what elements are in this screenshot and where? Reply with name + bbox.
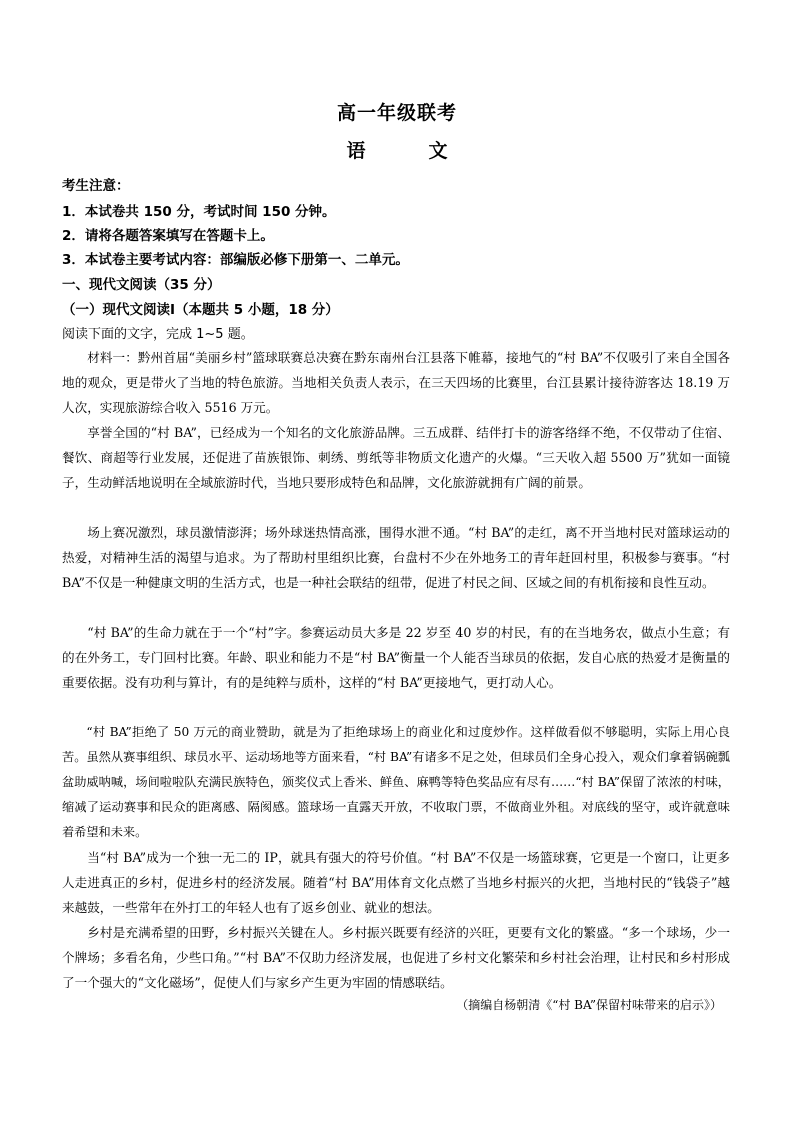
passage-paragraph: “村 BA”拒绝了 50 万元的商业赞助，就是为了拒绝球场上的商业化和过度炒作。这样做看似不够聪明，实际上用心良苦。虽然从赛事组织、球员水平、运动场地等方面来看，“村 BA”有诸多不足之处，但球员们全身心投入，观众们拿着锅碗瓢盆助威呐喊，场间啦啦队充满民族特色，颁奖仪式上香米、鲜鱼、麻鸭等特色奖品应有尽有……“村 BA”保留了浓浓的村味，缩减了运动赛事和民众的距离感、隔阂感。篮球场一直露天开放，不收取门票，不做商业外租。对底线的坚守，或许就意味着希望和未来。 <box>62 725 730 839</box>
section-subtitle: （一）现代文阅读Ⅰ（本题共 5 小题，18 分） <box>62 302 339 318</box>
subject-title: 语 文 <box>346 140 470 162</box>
passage-paragraph: 乡村是充满希望的田野，乡村振兴关键在人。乡村振兴既要有经济的兴旺，更要有文化的繁盛。“多一个球场，少一个牌场；多看名角，少些口角。”“村 BA”不仅助力经济发展，也促进了乡村文化繁荣和乡村社会治理，让村民和乡村形成了一个强大的“文化磁场”，促使人们与家乡产生更为牢固的情感联结。 <box>62 925 730 990</box>
passage-paragraph: “村 BA”的生命力就在于一个“村”字。参赛运动员大多是 22 岁至 40 岁的村民，有的在当地务农，做点小生意；有的在外务工，专门回村比赛。年龄、职业和能力不是“村 BA”衡量一个人能否当球员的依据，发自心底的热爱才是衡量的重要依据。没有功利与算计，有的是纯粹与质朴，这样的“村 BA”更接地气，更打动人心。 <box>62 625 730 690</box>
passage-source: （摘编自杨朝清《“村 BA”保留村味带来的启示》） <box>456 998 722 1012</box>
passage-paragraph: 场上赛况激烈，球员激情澎湃；场外球迷热情高涨，围得水泄不通。“村 BA”的走红，离不开当地村民对篮球运动的热爱，对精神生活的渴望与追求。为了帮助村里组织比赛，台盘村不少在外地务工的青年赶回村里，积极参与赛事。“村 BA”不仅是一种健康文明的生活方式，也是一种社会联结的纽带，促进了村民之间、区域之间的有机衔接和良性互动。 <box>62 525 730 590</box>
passage-paragraph: 材料一：黔州首届“美丽乡村”篮球联赛总决赛在黔东南州台江县落下帷幕，接地气的“村 BA”不仅吸引了来自全国各地的观众，更是带火了当地的特色旅游。当地相关负责人表示，在三天四场的比赛里，台江县累计接待游客达 18.19 万人次，实现旅游综合收入 5516 万元。 <box>62 350 730 415</box>
notice-item-3: 3．本试卷主要考试内容：部编版必修下册第一、二单元。 <box>62 252 409 268</box>
notice-item-2: 2．请将各题答案填写在答题卡上。 <box>62 228 274 244</box>
notice-item-1: 1．本试卷共 150 分，考试时间 150 分钟。 <box>62 204 336 220</box>
passage-paragraph: 当“村 BA”成为一个独一无二的 IP，就具有强大的符号价值。“村 BA”不仅是一场篮球赛，它更是一个窗口，让更多人走进真正的乡村，促进乡村的经济发展。随着“村 BA”用体育文化点燃了当地乡村振兴的火把，当地村民的“钱袋子”越来越鼓，一些常年在外打工的年轻人也有了返乡创业、就业的想法。 <box>62 850 730 915</box>
notice-heading: 考生注意： <box>62 178 130 194</box>
section-title: 一、现代文阅读（35 分） <box>62 277 221 293</box>
exam-title: 高一年级联考 <box>336 102 457 124</box>
passage-paragraph: 享誉全国的“村 BA”，已经成为一个知名的文化旅游品牌。三五成群、结伴打卡的游客络绎不绝，不仅带动了住宿、餐饮、商超等行业发展，还促进了苗族银饰、刺绣、剪纸等非物质文化遗产的火爆。“三天收入超 5500 万”犹如一面镜子，生动鲜活地说明在全域旅游时代，当地只要形成特色和品牌，文化旅游就拥有广阔的前景。 <box>62 425 730 490</box>
reading-instruction: 阅读下面的文字，完成 1~5 题。 <box>62 327 254 342</box>
